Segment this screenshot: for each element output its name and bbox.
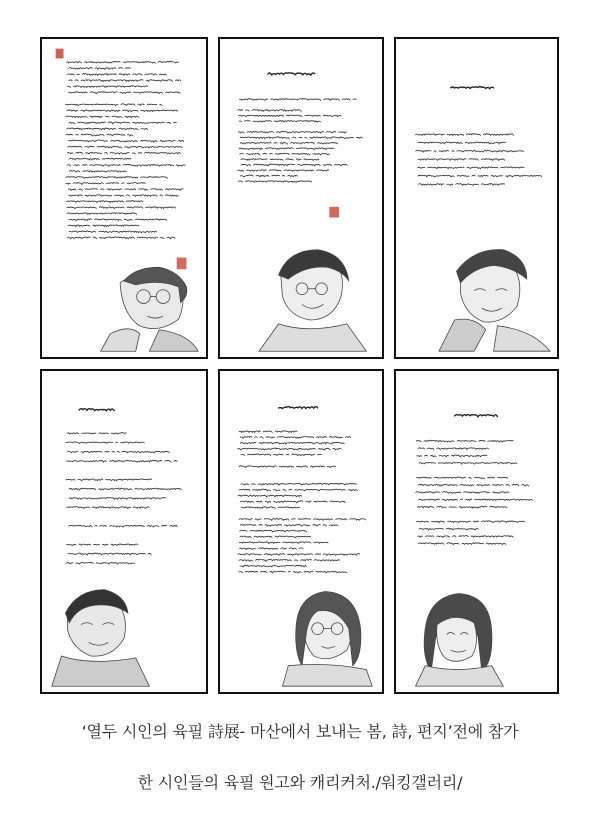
handwritten-line <box>240 548 303 550</box>
poem-title-scribble <box>79 409 114 411</box>
handwritten-line <box>69 80 180 82</box>
handwritten-line <box>416 521 527 523</box>
red-seal-icon <box>177 258 187 270</box>
handwritten-line <box>67 213 137 215</box>
manuscript-panel-4 <box>40 369 208 694</box>
handwritten-line <box>67 433 126 435</box>
handwritten-line <box>69 497 166 499</box>
handwritten-line <box>67 207 176 209</box>
handwritten-line <box>241 483 356 485</box>
poet-caricature <box>282 592 372 687</box>
handwritten-manuscript-with-caricature <box>220 371 382 692</box>
handwritten-line <box>416 440 513 442</box>
poet-caricature <box>52 590 150 687</box>
handwritten-line <box>67 74 166 76</box>
handwritten-line <box>66 562 137 564</box>
photo-caption-line-1: ‘열두 시인의 육필 詩展- 마산에서 보내는 봄, 詩, 편지’전에 참가 <box>81 722 519 741</box>
poet-caricature <box>416 593 504 686</box>
handwritten-line <box>66 442 147 444</box>
handwritten-line <box>240 436 350 438</box>
handwritten-line <box>239 121 320 123</box>
handwritten-line <box>68 237 175 239</box>
handwritten-line <box>68 225 139 227</box>
handwritten-line <box>240 536 314 538</box>
handwritten-line <box>69 195 179 197</box>
manuscript-panel-5 <box>218 369 384 694</box>
manuscript-panel-1 <box>40 37 208 359</box>
handwritten-line <box>417 455 490 457</box>
handwritten-line <box>66 182 148 184</box>
handwritten-line <box>241 507 299 509</box>
handwritten-line <box>241 159 319 161</box>
handwritten-line <box>67 128 148 130</box>
handwritten-line <box>238 448 342 450</box>
handwritten-manuscript-with-caricature <box>42 39 206 357</box>
poet-caricature <box>259 250 366 351</box>
handwritten-line <box>419 462 517 464</box>
handwritten-line <box>418 536 516 538</box>
handwritten-line <box>69 158 134 160</box>
handwritten-line <box>67 152 180 154</box>
handwritten-line <box>239 489 357 491</box>
handwritten-line <box>67 164 185 166</box>
handwritten-line <box>69 122 176 124</box>
manuscript-panel-3 <box>394 37 559 359</box>
handwritten-line <box>238 110 304 112</box>
handwritten-line <box>239 571 347 573</box>
handwritten-line <box>69 171 126 173</box>
handwritten-line <box>67 460 178 462</box>
handwritten-line <box>69 92 180 94</box>
handwritten-line <box>239 148 334 150</box>
handwritten-line <box>239 181 312 183</box>
handwritten-line <box>68 146 182 148</box>
handwritten-line <box>419 499 533 501</box>
handwritten-line <box>68 86 151 88</box>
handwritten-line <box>66 479 152 481</box>
handwritten-line <box>240 137 362 139</box>
handwritten-line <box>417 477 508 479</box>
poem-title-scribble <box>268 73 315 75</box>
handwritten-line <box>239 559 339 561</box>
handwritten-line <box>241 164 350 166</box>
handwritten-line <box>69 140 184 142</box>
handwritten-line <box>418 142 505 144</box>
poet-caricature <box>101 267 199 351</box>
handwritten-line <box>239 115 341 117</box>
handwritten-line <box>241 454 324 456</box>
handwritten-line <box>416 134 514 136</box>
poem-title-scribble <box>279 407 318 409</box>
red-seal-icon <box>329 207 339 218</box>
handwritten-line <box>69 488 181 490</box>
handwritten-line <box>418 175 542 177</box>
handwritten-line <box>69 219 167 221</box>
handwritten-line <box>69 231 157 233</box>
handwritten-line <box>419 528 478 530</box>
handwritten-line <box>241 501 346 503</box>
handwritten-manuscript-with-caricature <box>220 39 382 357</box>
poem-title-scribble <box>451 87 494 89</box>
handwritten-line <box>418 448 488 450</box>
handwritten-line <box>67 110 178 112</box>
handwritten-line <box>67 201 143 203</box>
handwritten-line <box>67 451 172 453</box>
photo-caption-line-2: 한 시인들의 육필 원고와 캐리커처./워킹갤러리/ <box>137 773 463 792</box>
handwritten-line <box>416 150 524 152</box>
handwritten-line <box>66 134 133 136</box>
handwritten-line <box>240 153 333 155</box>
handwritten-line <box>238 170 329 172</box>
handwritten-line <box>67 507 153 509</box>
poem-title-scribble <box>455 415 498 417</box>
handwritten-manuscript-with-caricature <box>396 39 557 357</box>
handwritten-line <box>417 506 507 508</box>
handwritten-line <box>240 442 347 444</box>
handwritten-line <box>69 525 178 527</box>
handwritten-line <box>68 189 183 191</box>
handwritten-line <box>66 176 168 178</box>
handwritten-line <box>239 431 297 433</box>
handwritten-line <box>66 116 139 118</box>
handwritten-line <box>69 68 131 70</box>
handwritten-line <box>240 530 307 532</box>
handwritten-line <box>240 175 297 177</box>
handwritten-line <box>68 553 151 555</box>
handwritten-line <box>240 565 309 567</box>
handwritten-line <box>238 495 302 497</box>
handwritten-line <box>238 131 349 133</box>
handwritten-line <box>240 99 357 101</box>
handwritten-line <box>238 554 359 556</box>
handwritten-line <box>240 142 337 144</box>
manuscript-panel-6 <box>394 369 559 694</box>
red-seal-icon <box>56 49 64 59</box>
handwritten-manuscript-with-caricature <box>396 371 557 692</box>
handwritten-line <box>65 104 162 106</box>
handwritten-line <box>239 518 365 520</box>
handwritten-line <box>239 542 328 544</box>
handwritten-line <box>240 524 337 526</box>
handwritten-line <box>418 543 508 545</box>
handwritten-line <box>418 167 524 169</box>
handwritten-manuscript-with-caricature <box>42 371 206 692</box>
handwritten-line <box>67 544 141 546</box>
handwritten-line <box>418 159 505 161</box>
handwritten-line <box>416 492 509 494</box>
poet-caricature <box>439 250 550 352</box>
handwritten-line <box>418 484 528 486</box>
handwritten-line <box>67 61 179 63</box>
handwritten-line <box>239 466 338 468</box>
handwritten-line <box>419 184 505 186</box>
manuscript-panel-2 <box>218 37 384 359</box>
